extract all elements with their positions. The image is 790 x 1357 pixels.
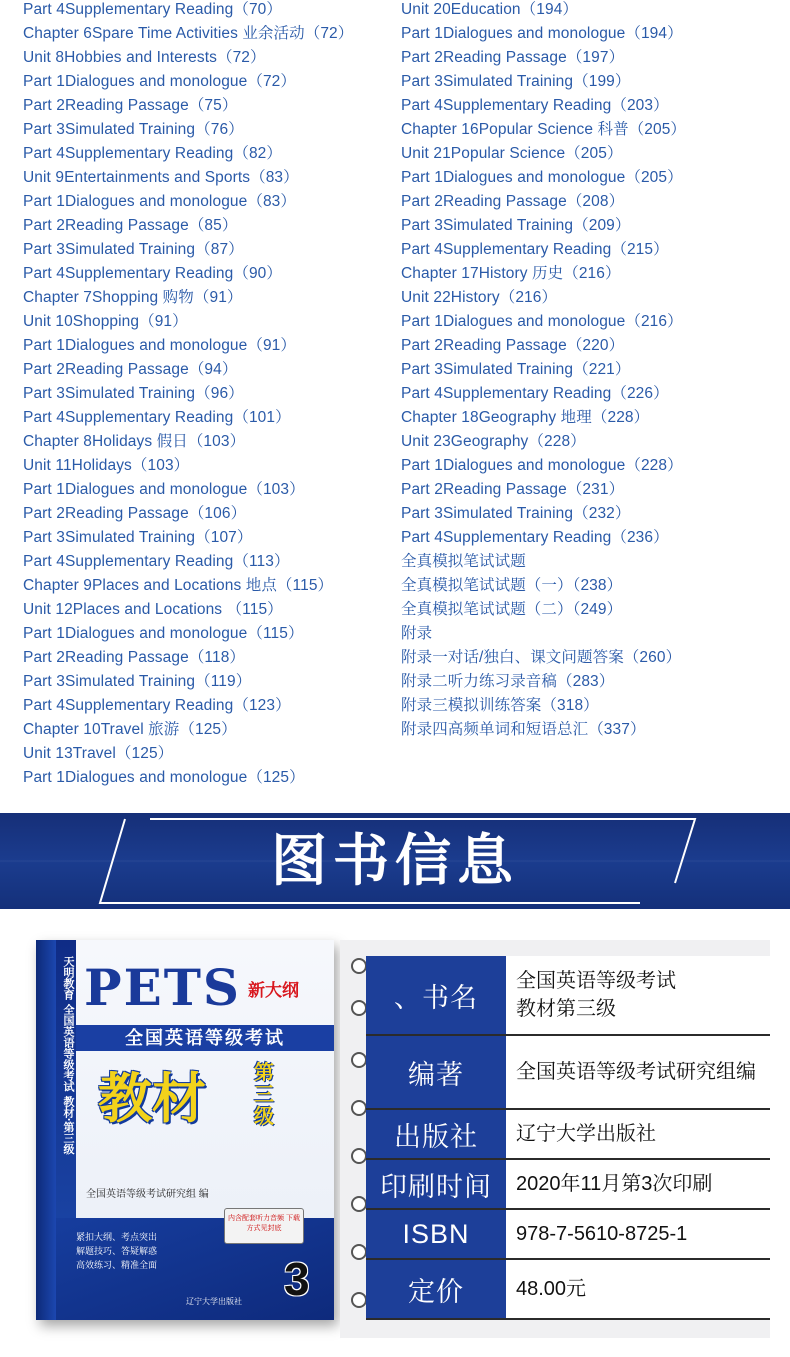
toc-right-column [401,0,786,742]
toc-entry: Unit 9Entertainments and Sports（83） [23,169,299,186]
info-row-title [366,956,770,1036]
toc-entry: Part 2Reading Passage（85） [23,217,238,234]
notebook-ring-icon [351,1148,367,1164]
toc-entry: Part 4Supplementary Reading（236） [401,529,669,546]
cover-level-number: 3 [284,1253,310,1305]
toc-entry: Part 3Simulated Training（87） [23,241,244,258]
info-label: 出版社 [366,1110,506,1158]
info-row-isbn [366,1210,770,1260]
toc-entry: 全真模拟笔试试题（一）（238） [401,577,623,594]
toc-entry: Part 1Dialogues and monologue（205） [401,169,683,186]
toc-left-column [23,0,393,790]
toc-entry: Unit 21Popular Science（205） [401,145,623,162]
cover-feature: 紧扣大纲、考点突出 [76,1232,158,1242]
toc-entry: Part 4Supplementary Reading（82） [23,145,282,162]
toc-entry: Chapter 9Places and Locations 地点（115） [23,577,334,594]
toc-entry: Part 1Dialogues and monologue（228） [401,457,683,474]
cover-spine [36,940,56,1320]
toc-entry: Unit 13Travel（125） [23,745,174,762]
toc-entry: Part 4Supplementary Reading（203） [401,97,669,114]
info-label: 、书名 [366,956,506,1034]
info-value: 2020年11月第3次印刷 [516,1173,713,1195]
toc-entry: Unit 22History（216） [401,289,558,306]
toc-entry: Chapter 6Spare Time Activities 业余活动（72） [23,25,354,42]
cover-level: 第三级 [254,1062,274,1128]
notebook-ring-icon [351,1244,367,1260]
toc-entry: Part 3Simulated Training（96） [23,385,244,402]
notebook-ring-icon [351,1052,367,1068]
info-row-publisher [366,1110,770,1160]
toc-entry: 附录一对话/独白、课文问题答案（260） [401,649,682,666]
toc-entry: Part 4Supplementary Reading（101） [23,409,291,426]
toc-entry: Unit 10Shopping（91） [23,313,188,330]
toc-entry: Part 1Dialogues and monologue（72） [23,73,296,90]
toc-entry: Part 1Dialogues and monologue（125） [23,769,305,786]
notebook-ring-icon [351,1292,367,1308]
toc-entry: Part 1Dialogues and monologue（91） [23,337,296,354]
toc-entry: Part 3Simulated Training（107） [23,529,253,546]
toc-entry: 全真模拟笔试试题（二）（249） [401,601,623,618]
toc-entry: Chapter 18Geography 地理（228） [401,409,650,426]
book-info-banner [0,813,790,909]
info-row-author [366,1036,770,1110]
toc-entry: Unit 8Hobbies and Interests（72） [23,49,266,66]
toc-entry: Part 3Simulated Training（209） [401,217,631,234]
toc-entry: Unit 20Education（194） [401,1,579,18]
toc-entry: Part 2Reading Passage（197） [401,49,625,66]
info-label: 定价 [366,1260,506,1318]
toc-entry: 附录三模拟训练答案（318） [401,697,599,714]
toc-entry: Part 4Supplementary Reading（215） [401,241,669,258]
cover-feature: 高效练习、精准全面 [76,1260,158,1270]
cover-exam-name: 全国英语等级考试 [76,1025,334,1051]
toc-entry: 附录四高频单词和短语总汇（337） [401,721,646,738]
info-value: 全国英语等级考试 教材第三级 [516,970,676,1020]
toc-entry: Part 4Supplementary Reading（123） [23,697,291,714]
info-label: ISBN [366,1210,506,1258]
notebook-ring-icon [351,1100,367,1116]
banner-title: 图书信息 [271,828,519,894]
toc-entry: 附录 [401,625,433,642]
toc-entry: Chapter 7Shopping 购物（91） [23,289,243,306]
toc-entry: Chapter 10Travel 旅游（125） [23,721,237,738]
toc-entry: Part 4Supplementary Reading（226） [401,385,669,402]
cover-author: 全国英语等级考试研究组 编 [86,1189,209,1200]
toc-entry: Part 3Simulated Training（221） [401,361,631,378]
toc-entry: Part 3Simulated Training（232） [401,505,631,522]
info-label: 印刷时间 [366,1160,506,1208]
cover-audio-note: 内含配套听力音频 下载方式见封底 [228,1215,300,1232]
cover-big-title: 教材 [98,1066,206,1130]
notebook-ring-icon [351,958,367,974]
info-value: 978-7-5610-8725-1 [516,1223,688,1245]
cover-audio-badge [224,1208,304,1244]
toc-entry: Part 2Reading Passage（75） [23,97,238,114]
info-value: 辽宁大学出版社 [516,1123,656,1145]
cover-brand: PETS [84,958,242,1017]
notebook-ring-icon [351,1000,367,1016]
toc-entry: Part 4Supplementary Reading（90） [23,265,282,282]
toc-entry: Part 3Simulated Training（76） [23,121,244,138]
cover-publisher: 辽宁大学出版社 [186,1297,242,1306]
toc-entry: Part 1Dialogues and monologue（103） [23,481,305,498]
toc-entry: Part 3Simulated Training（119） [23,673,252,690]
toc-entry: Part 3Simulated Training（199） [401,73,631,90]
toc-entry: Unit 23Geography（228） [401,433,586,450]
cover-new-outline: 新大纲 [248,981,299,1000]
toc-entry: 附录二听力练习录音稿（283） [401,673,615,690]
info-value: 48.00元 [516,1278,587,1300]
toc-entry: Part 1Dialogues and monologue（194） [401,25,683,42]
toc-entry: Part 4Supplementary Reading（113） [23,553,290,570]
info-row-price [366,1260,770,1320]
toc-entry: 全真模拟笔试试题 [401,553,526,570]
toc-entry: Part 2Reading Passage（208） [401,193,625,210]
toc-entry: Part 2Reading Passage（106） [23,505,247,522]
toc-entry: Part 2Reading Passage（220） [401,337,625,354]
toc-entry: Chapter 16Popular Science 科普（205） [401,121,687,138]
toc-entry: Part 2Reading Passage（231） [401,481,625,498]
toc-entry: Chapter 17History 历史（216） [401,265,621,282]
toc-entry: Part 1Dialogues and monologue（216） [401,313,683,330]
info-row-print-date [366,1160,770,1210]
toc-entry: Unit 11Holidays（103） [23,457,190,474]
cover-features [76,1230,196,1272]
toc-entry: Chapter 8Holidays 假日（103） [23,433,246,450]
book-cover-image [36,940,334,1320]
toc-entry: Part 2Reading Passage（118） [23,649,246,666]
toc-entry: Part 1Dialogues and monologue（83） [23,193,296,210]
notebook-ring-icon [351,1196,367,1212]
info-label: 编著 [366,1036,506,1108]
cover-side-text: 天明教育 全国英语等级考试 教材·第三级 [62,956,75,1155]
info-value: 全国英语等级考试研究组编 [516,1061,756,1083]
toc-entry: Unit 12Places and Locations （115） [23,601,283,618]
book-info-table [366,956,770,1320]
cover-feature: 解题技巧、答疑解惑 [76,1246,158,1256]
toc-entry: Part 2Reading Passage（94） [23,361,238,378]
toc-entry: Part 4Supplementary Reading（70） [23,1,282,18]
toc-entry: Part 1Dialogues and monologue（115） [23,625,304,642]
